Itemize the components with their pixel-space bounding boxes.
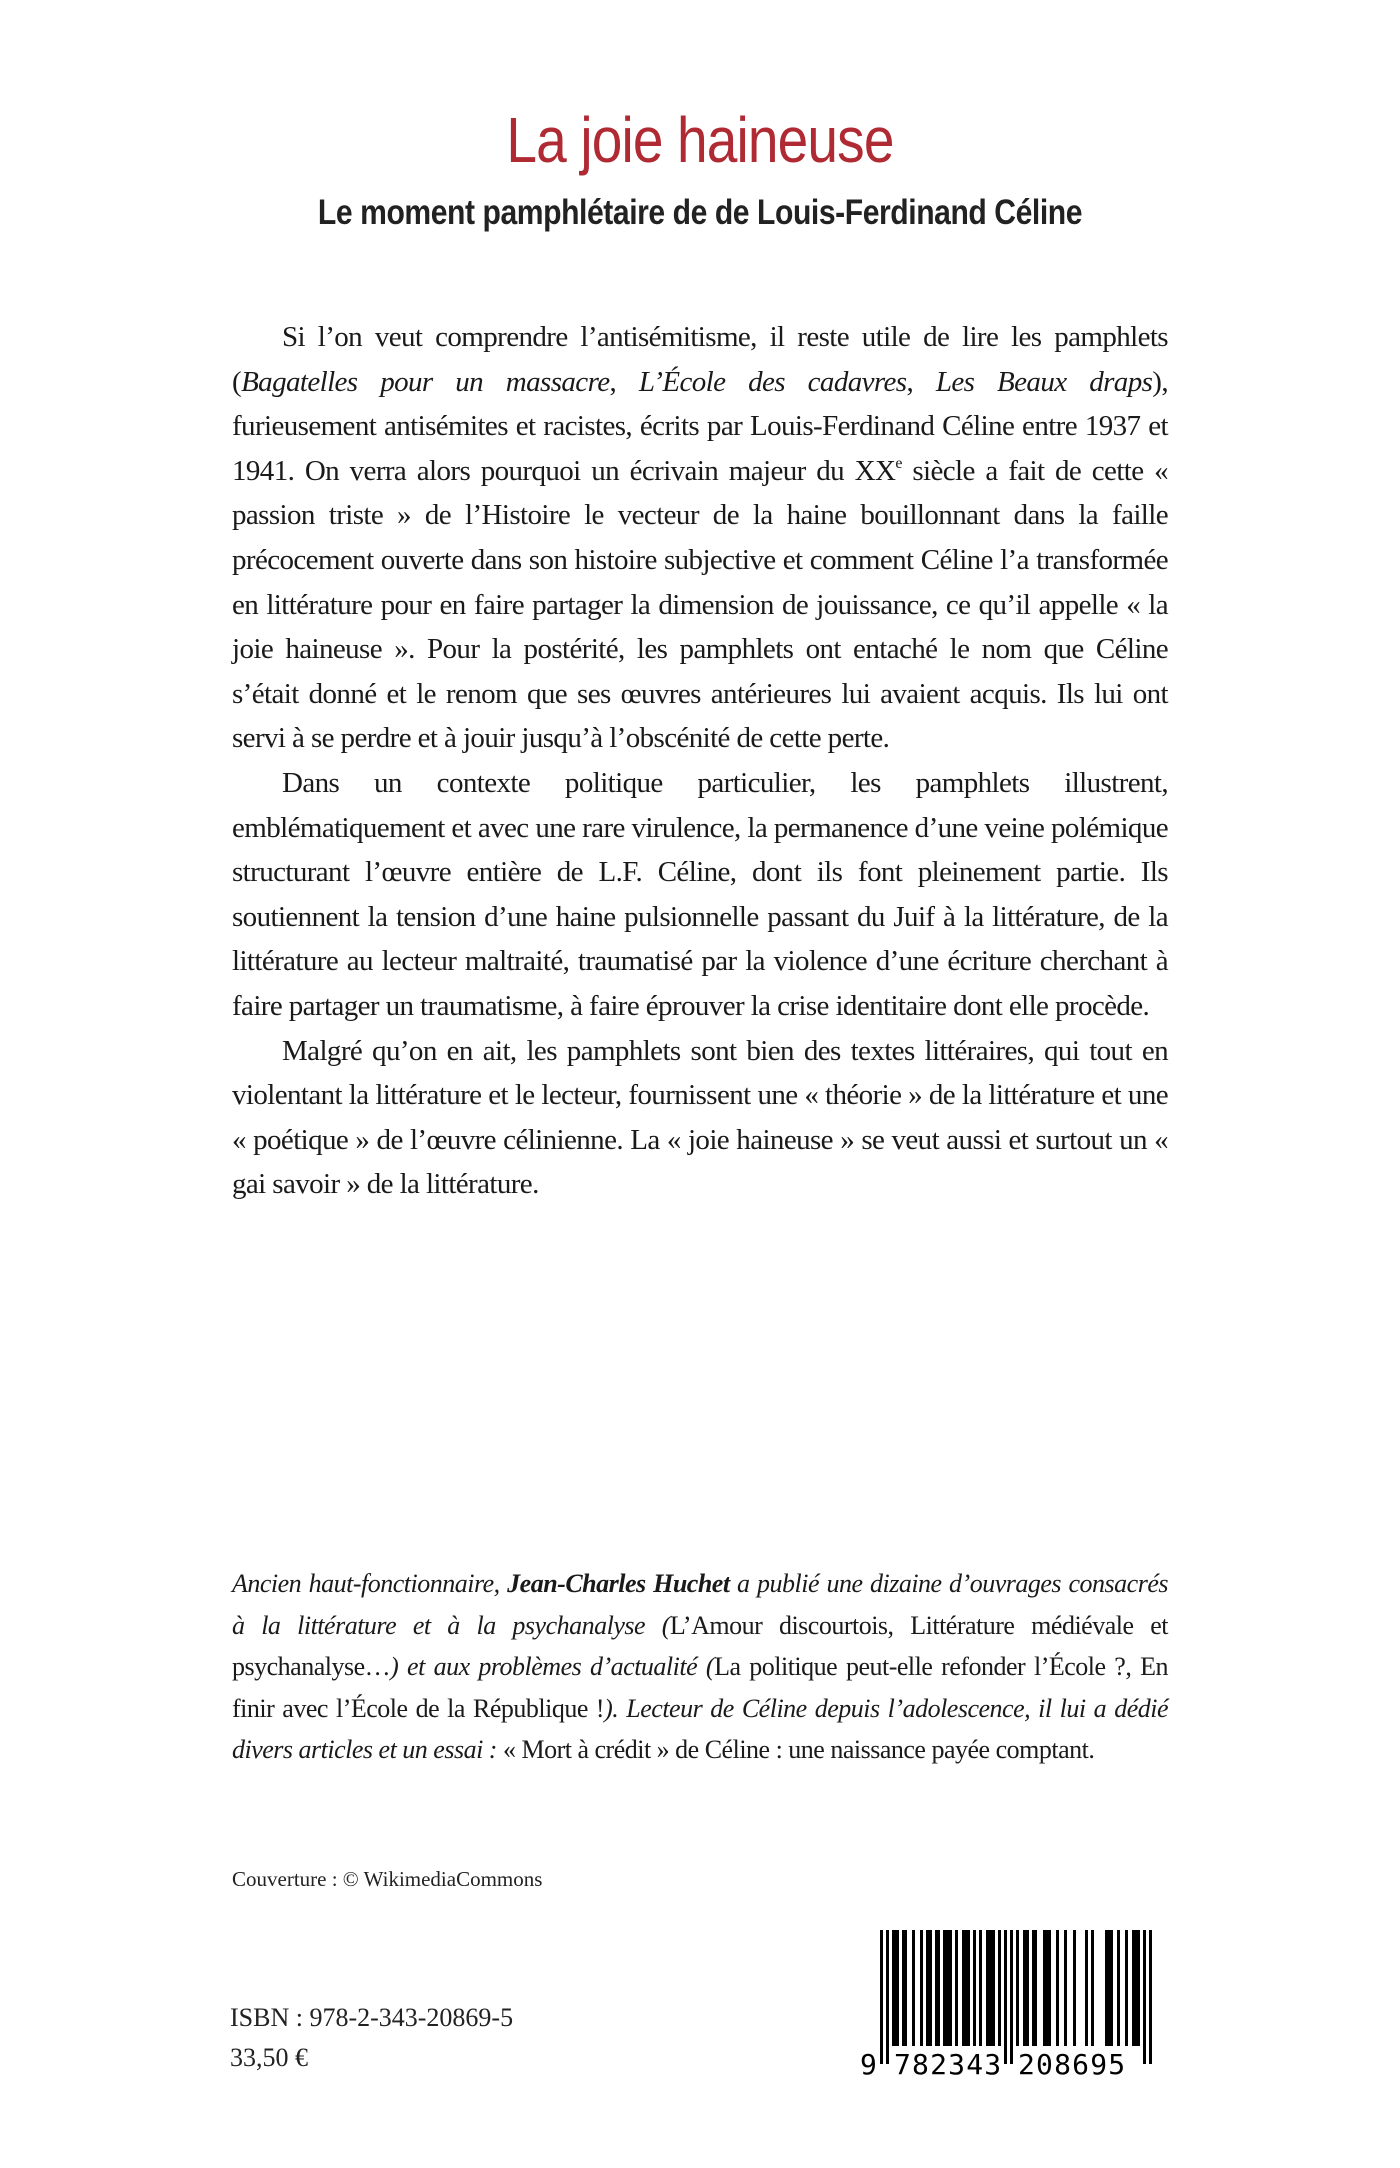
text: a publié une dizaine d’ouvrages consacrés à la littérature et à la psychanalyse ( [232,1569,1168,1640]
blurb-paragraph-2: Dans un contexte politique particulier, les pamphlets illustrent, emblématiquement et avec une rare virulence, la permanence d’une veine polémique structurant l’œuvre entière de L.F. Céline, dont ils font pleinement partie. Ils soutiennent la tension d’une haine pulsionnelle passant du Juif à la littérature, de la littérature au lecteur maltraité, traumatisé par la violence d’une écriture cherchant à faire partager un traumatisme, à faire éprouver la crise identitaire dont elle procède. [232,766,1168,1022]
price: 33,50 € [230,2043,308,2072]
superscript: e [895,454,902,472]
barcode-left-digits: 782343 [894,2048,1003,2078]
text: ). Lecteur de Céline depuis l’adolescence, il lui a dédié divers articles et un essai : [232,1693,1168,1764]
author-bio [232,1563,1168,1771]
work-titles: L’Amour discourtois, Littérature médiévale et psychanalyse… [232,1610,1168,1681]
book-subtitle: Le moment pamphlétaire de de Louis-Ferdinand Céline [317,193,1083,232]
work-title: L’École des cadavres [638,365,907,398]
text: , [906,365,936,398]
blurb [232,315,1168,1207]
book-title: La joie haineuse [506,104,894,176]
barcode-right-digits: 208695 [1018,2048,1127,2078]
text: , [609,365,639,398]
text: Ancien haut-fonctionnaire, [232,1569,508,1598]
blurb-paragraph-3: Malgré qu’on en ait, les pamphlets sont bien des textes littéraires, qui tout en violentant la littérature et le lecteur, fournissent une « théorie » de la littérature et une « poétique » de l’œuvre célinienne. La « joie haineuse » se veut aussi et surtout un « gai savoir » de la littérature. [232,1034,1168,1201]
barcode-icon [860,1928,1170,2078]
text: siècle a fait de cette « passion triste » de l’Histoire le vecteur de la haine bouillonnant dans la faille précocement ouverte dans son histoire subjective et comment Céline l’a transformée en littérature pour en faire partager la dimension de jouissance, ce qu’il appelle « la joie haineuse ». Pour la postérité, les pamphlets ont entaché le nom que Céline s’était donné et le renom que ses œuvres antérieures lui avaient acquis. Ils lui ont servi à se perdre et à jouir jusqu’à l’obscénité de cette perte. [232,454,1168,755]
text: ) et aux problèmes d’actualité ( [390,1652,715,1681]
isbn: ISBN : 978-2-343-20869-5 [230,2003,514,2032]
work-title: Les Beaux draps [935,365,1153,398]
cover-credit: Couverture : © WikimediaCommons [232,1867,543,1891]
author-name: Jean-Charles Huchet [507,1569,730,1598]
work-title: « Mort à crédit » de Céline : une naissance payée comptant. [502,1735,1095,1764]
text: Si l’on veut comprendre l’antisémitisme, il reste utile de lire les pamphlets ( [232,321,1168,398]
blurb-paragraph-1 [232,315,1168,761]
work-title: Bagatelles pour un massacre [241,365,610,398]
text: ), furieusement antisémites et racistes, écrits par Louis-Ferdinand Céline entre 1937 et 1941. On verra alors pourquoi un écrivain majeur du XX [232,365,1168,487]
work-titles: La politique peut-elle refonder l’École ?, En finir avec l’École de la République ! [232,1652,1168,1723]
barcode-first-digit: 9 [860,2048,877,2078]
